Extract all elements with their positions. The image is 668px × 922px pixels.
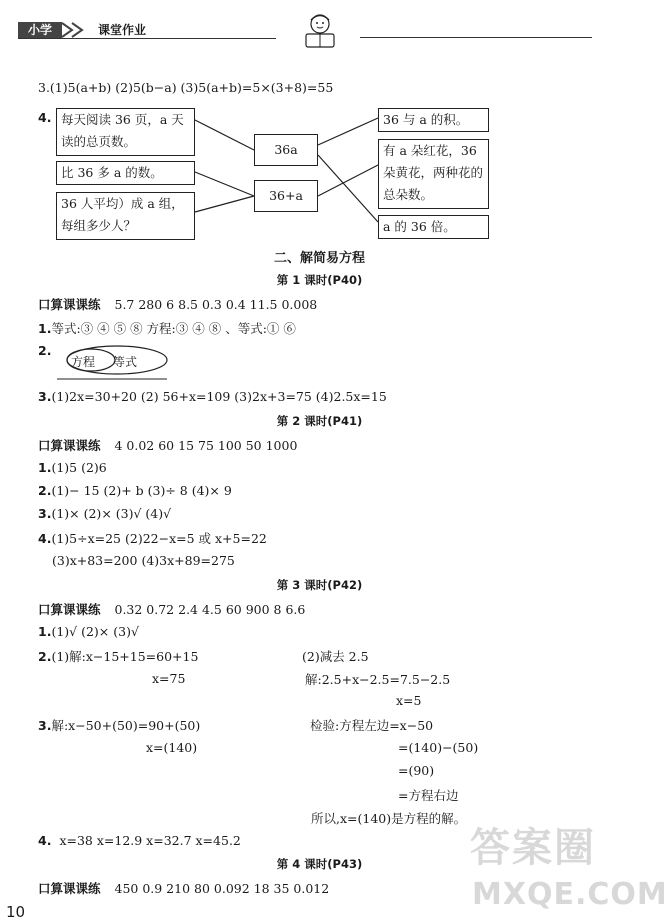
right-box-2	[378, 139, 489, 209]
lesson-2-q2-text: (1)− 15 (2)+ b (3)÷ 8 (4)× 9	[51, 483, 232, 498]
lesson-3-q1-number: 1.	[38, 624, 52, 639]
lesson-2-oral-label: 口算课课练	[38, 438, 101, 453]
lesson-2-q3-text: (1)× (2)× (3)√ (4)√	[51, 506, 172, 521]
venn-outer-label: 等式	[113, 355, 138, 369]
lesson-3-q2-left	[38, 647, 198, 665]
lesson-1-title: 第 1 课时(P40)	[276, 273, 363, 287]
lesson-2-oral-answers: 4 0.02 60 15 75 100 50 1000	[114, 438, 298, 453]
right-box-2-line-1: 有 a 朵红花，36	[383, 143, 477, 158]
middle-box-36-plus-a-text: 36+a	[269, 188, 303, 203]
lesson-2-q4-line-1: (1)5÷x=25 (2)22−x=5 或 x+5=22	[51, 531, 267, 546]
right-box-2-line-3: 总朵数。	[383, 187, 434, 202]
left-box-1-line-1: 每天阅读 36 页，a 天	[61, 112, 184, 127]
lesson-3-oral	[38, 600, 305, 618]
question-4-number: 4.	[38, 110, 52, 125]
lesson-1-q1-number: 1.	[38, 321, 52, 336]
lesson-2-oral	[38, 436, 297, 454]
lesson-3-q3-right-line-3: =(90)	[398, 763, 435, 778]
lesson-3-q3-left	[38, 716, 200, 734]
lesson-2-title: 第 2 课时(P41)	[276, 414, 363, 428]
right-box-3	[378, 215, 489, 239]
lesson-3-q4-number: 4.	[38, 833, 52, 848]
right-box-1	[378, 108, 489, 132]
lesson-3-q2-left-line-1: (1)解:x−15+15=60+15	[51, 649, 199, 664]
lesson-3-q3-right-line-1: 检验:方程左边=x−50	[310, 718, 434, 733]
lesson-3-q4-text: x=38 x=12.9 x=32.7 x=45.2	[59, 833, 241, 848]
lesson-2-q1-text: (1)5 (2)6	[51, 460, 107, 475]
lesson-2-q1	[38, 460, 107, 475]
lesson-3-q3-number: 3.	[38, 718, 52, 733]
lesson-2-q1-number: 1.	[38, 460, 52, 475]
lesson-1-q3	[38, 389, 387, 404]
right-box-3-text: a 的 36 倍。	[383, 219, 456, 234]
lesson-2-q4-line-2: (3)x+83=200 (4)3x+89=275	[52, 553, 235, 568]
section-title: 二、解简易方程	[273, 251, 365, 266]
lesson-1-q2-number: 2.	[38, 343, 52, 358]
left-box-3	[56, 192, 195, 240]
header-level-label: 小学	[18, 22, 62, 38]
lesson-2-q2-number: 2.	[38, 483, 52, 498]
lesson-3-q1	[38, 624, 139, 639]
lesson-4-oral-label: 口算课课练	[38, 881, 101, 896]
lesson-3-q3-right-line-2: =(140)−(50)	[398, 740, 479, 755]
right-box-1-text: 36 与 a 的积。	[383, 112, 469, 127]
lesson-1-oral-label: 口算课课练	[38, 297, 101, 312]
lesson-3-q2-right-line-2: 解:2.5+x−2.5=7.5−2.5	[305, 672, 451, 687]
lesson-3-q2-left-line-2: x=75	[152, 671, 186, 686]
lesson-4-oral	[38, 879, 329, 897]
lesson-3-q3-right-line-5: 所以,x=(140)是方程的解。	[311, 811, 467, 826]
question-3-top-text: 3.(1)5(a+b) (2)5(b−a) (3)5(a+b)=5×(3+8)=55	[38, 80, 334, 95]
lesson-3-q3-left-line-2: x=(140)	[146, 740, 198, 755]
venn-inner-label: 方程	[71, 355, 96, 369]
lesson-1-q1-text: 等式:③ ④ ⑤ ⑧ 方程:③ ④ ⑧ 、等式:① ⑥	[51, 321, 296, 336]
lesson-2-q4	[38, 529, 267, 547]
right-box-2-line-2: 朵黄花，两种花的	[383, 165, 484, 180]
lesson-2-q3-number: 3.	[38, 506, 52, 521]
lesson-2-q4-number: 4.	[38, 531, 52, 546]
lesson-3-oral-label: 口算课课练	[38, 602, 101, 617]
lesson-2-q2	[38, 483, 232, 498]
left-box-1-line-2: 读的总页数。	[61, 134, 137, 149]
lesson-3-title: 第 3 课时(P42)	[276, 578, 363, 592]
lesson-3-q3-right-line-4: =方程右边	[398, 788, 459, 803]
middle-box-36-plus-a	[254, 180, 318, 212]
left-box-2	[56, 161, 195, 185]
left-box-3-line-1: 36 人平均）成 a 组，	[61, 196, 184, 211]
lesson-3-q1-text: (1)√ (2)× (3)√	[51, 624, 139, 639]
lesson-3-q2-right-line-1: (2)减去 2.5	[302, 649, 369, 664]
lesson-3-oral-answers: 0.32 0.72 2.4 4.5 60 900 8 6.6	[114, 602, 306, 617]
left-box-3-line-2: 每组多少人？	[61, 218, 137, 233]
lesson-4-oral-answers: 450 0.9 210 80 0.092 18 35 0.012	[114, 881, 330, 896]
header-title: 课堂作业	[98, 23, 147, 37]
lesson-3-q2-number: 2.	[38, 649, 52, 664]
watermark-url: MXQE.COM	[472, 877, 668, 912]
lesson-1-q1	[38, 319, 296, 337]
middle-box-36a-text: 36a	[274, 142, 298, 157]
middle-box-36a	[254, 134, 318, 166]
page-number: 10	[6, 903, 26, 921]
left-box-1	[56, 108, 195, 156]
lesson-3-q2-right-line-3: x=5	[396, 693, 422, 708]
lesson-1-oral	[38, 295, 317, 313]
lesson-1-q3-number: 3.	[38, 389, 52, 404]
lesson-3-q3-left-line-1: 解:x−50+(50)=90+(50)	[51, 718, 201, 733]
lesson-2-q3	[38, 506, 171, 521]
lesson-3-q4	[38, 833, 241, 848]
lesson-4-title: 第 4 课时(P43)	[276, 857, 363, 871]
lesson-1-q3-text: (1)2x=30+20 (2) 56+x=109 (3)2x+3=75 (4)2.5x=15	[51, 389, 387, 404]
watermark-logo: 答案圈	[470, 825, 596, 871]
left-box-2-text: 比 36 多 a 的数。	[61, 165, 163, 180]
lesson-1-oral-answers: 5.7 280 6 8.5 0.3 0.4 11.5 0.008	[114, 297, 318, 312]
